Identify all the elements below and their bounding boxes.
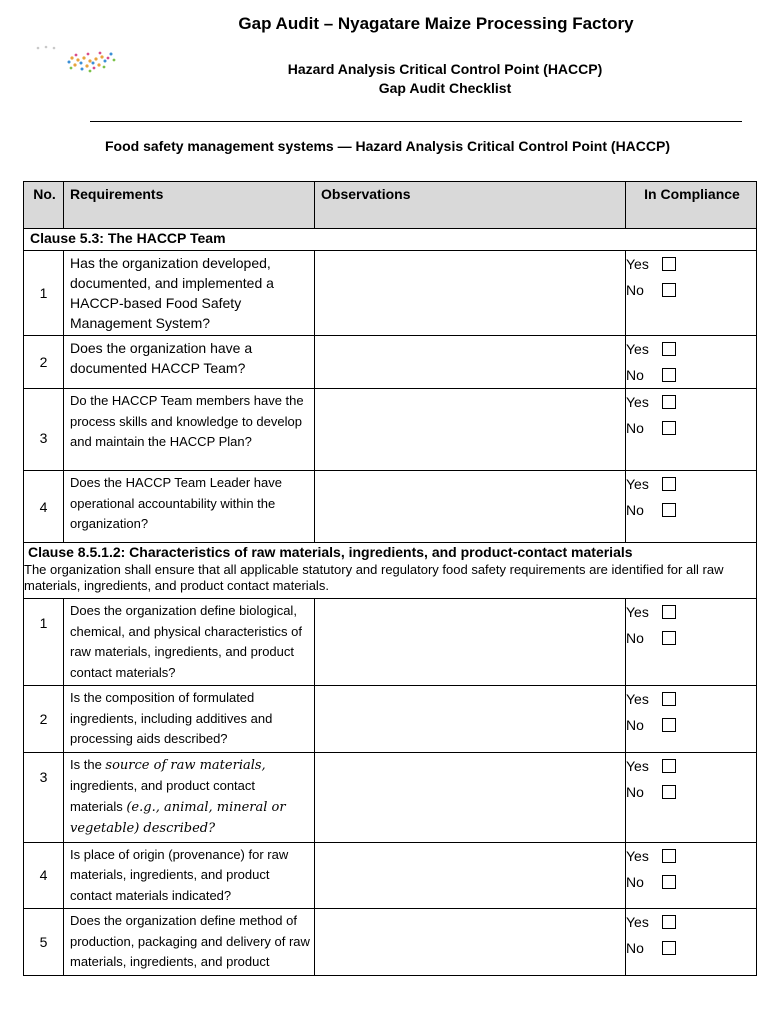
no-label: No: [626, 420, 644, 436]
observation-cell[interactable]: [315, 599, 626, 686]
yes-label: Yes: [626, 757, 649, 774]
clause-title: Clause 5.3: The HACCP Team: [24, 229, 757, 251]
yes-label: Yes: [626, 394, 649, 410]
no-label: No: [626, 502, 644, 518]
no-label: No: [626, 282, 644, 298]
divider: [90, 121, 742, 122]
header-observations: Observations: [315, 182, 626, 229]
no-label: No: [626, 717, 644, 733]
yes-checkbox[interactable]: [662, 477, 676, 491]
yes-label: Yes: [626, 256, 649, 272]
compliance-cell: [626, 389, 757, 471]
row-number: 3: [24, 752, 64, 842]
row-number: 4: [24, 471, 64, 543]
table-row: [24, 842, 757, 909]
observation-cell[interactable]: [315, 842, 626, 909]
row-number: 5: [24, 909, 64, 976]
table-row: [24, 599, 757, 686]
header-compliance: In Compliance: [626, 182, 757, 229]
no-label: No: [626, 783, 644, 800]
requirement-text-part: Is the: [70, 756, 106, 772]
yes-checkbox[interactable]: [662, 257, 676, 271]
no-label: No: [626, 630, 644, 646]
table-row: [24, 336, 757, 389]
no-checkbox[interactable]: [662, 785, 676, 799]
clause-heading: [24, 543, 757, 599]
compliance-cell: [626, 599, 757, 686]
yes-label: Yes: [626, 691, 649, 707]
table-row: [24, 389, 757, 471]
no-checkbox[interactable]: [662, 941, 676, 955]
yes-label: Yes: [626, 604, 649, 620]
requirement-text: Is the composition of formulated ingredients, including additives and processing aids described?: [64, 686, 315, 753]
no-label: No: [626, 367, 644, 383]
yes-label: Yes: [626, 847, 649, 864]
observation-cell[interactable]: [315, 251, 626, 336]
header-no: No.: [24, 182, 64, 229]
no-checkbox[interactable]: [662, 875, 676, 889]
requirement-text: Is place of origin (provenance) for raw materials, ingredients, and product contact materials indicated?: [64, 842, 315, 909]
yes-label: Yes: [626, 914, 649, 930]
yes-checkbox[interactable]: [662, 849, 676, 863]
subtitle-line-2: Gap Audit Checklist: [378, 80, 512, 96]
section-title: Food safety management systems — Hazard Analysis Critical Control Point (HACCP): [104, 138, 671, 154]
table-row: [24, 686, 757, 753]
table-row: [24, 471, 757, 543]
observation-cell[interactable]: [315, 752, 626, 842]
observation-cell[interactable]: [315, 686, 626, 753]
clause-description: The organization shall ensure that all applicable statutory and regulatory food safety requirements are identified for all raw materials, ingredients, and product contact materials.: [24, 562, 724, 593]
no-label: No: [626, 940, 644, 956]
no-checkbox[interactable]: [662, 503, 676, 517]
clause-title: Clause 8.5.1.2: Characteristics of raw materials, ingredients, and product-contact materials: [28, 544, 633, 560]
observation-cell[interactable]: [315, 471, 626, 543]
requirement-text: Does the organization define biological, chemical, and physical characteristics of raw materials, ingredients, and product contact materials?: [64, 599, 315, 686]
row-number: 1: [24, 251, 64, 336]
header-requirements: Requirements: [64, 182, 315, 229]
no-checkbox[interactable]: [662, 283, 676, 297]
observation-cell[interactable]: [315, 909, 626, 976]
requirement-text: Does the HACCP Team Leader have operational accountability within the organization?: [64, 471, 315, 543]
no-checkbox[interactable]: [662, 718, 676, 732]
yes-checkbox[interactable]: [662, 915, 676, 929]
compliance-cell: [626, 909, 757, 976]
requirement-text: Does the organization have a documented HACCP Team?: [64, 336, 315, 389]
company-logo: [32, 40, 122, 74]
table-header-row: [24, 182, 757, 229]
yes-checkbox[interactable]: [662, 759, 676, 773]
yes-checkbox[interactable]: [662, 395, 676, 409]
table-row: [24, 909, 757, 976]
yes-label: Yes: [626, 476, 649, 492]
requirement-text: [64, 752, 315, 842]
no-checkbox[interactable]: [662, 368, 676, 382]
row-number: 4: [24, 842, 64, 909]
compliance-cell: [626, 471, 757, 543]
table-row: [24, 251, 757, 336]
subtitle-line-1: Hazard Analysis Critical Control Point (HACCP): [287, 61, 603, 77]
requirement-text: Does the organization define method of production, packaging and delivery of raw materials, ingredients, and product: [64, 909, 315, 976]
requirement-text: Has the organization developed, documented, and implemented a HACCP-based Food Safety Management System?: [64, 251, 315, 336]
compliance-cell: [626, 752, 757, 842]
row-number: 1: [24, 599, 64, 686]
yes-checkbox[interactable]: [662, 692, 676, 706]
yes-checkbox[interactable]: [662, 605, 676, 619]
requirement-text-part: ingredients, and product contact materials: [70, 778, 256, 814]
requirement-text: Do the HACCP Team members have the process skills and knowledge to develop and maintain the HACCP Plan?: [64, 389, 315, 471]
no-checkbox[interactable]: [662, 631, 676, 645]
requirement-text-part: source of raw materials,: [105, 757, 266, 773]
yes-checkbox[interactable]: [662, 342, 676, 356]
observation-cell[interactable]: [315, 389, 626, 471]
yes-label: Yes: [626, 341, 649, 357]
document-title: Gap Audit – Nyagatare Maize Processing Factory: [238, 14, 634, 33]
observation-cell[interactable]: [315, 336, 626, 389]
clause-heading: [24, 229, 757, 251]
requirement-text-part: (e.g., animal, mineral or vegetable) described?: [70, 799, 286, 836]
no-label: No: [626, 873, 644, 890]
compliance-cell: [626, 842, 757, 909]
compliance-cell: [626, 251, 757, 336]
checklist-table: [23, 181, 757, 976]
row-number: 2: [24, 686, 64, 753]
table-row: [24, 752, 757, 842]
row-number: 3: [24, 389, 64, 471]
no-checkbox[interactable]: [662, 421, 676, 435]
row-number: 2: [24, 336, 64, 389]
compliance-cell: [626, 686, 757, 753]
compliance-cell: [626, 336, 757, 389]
